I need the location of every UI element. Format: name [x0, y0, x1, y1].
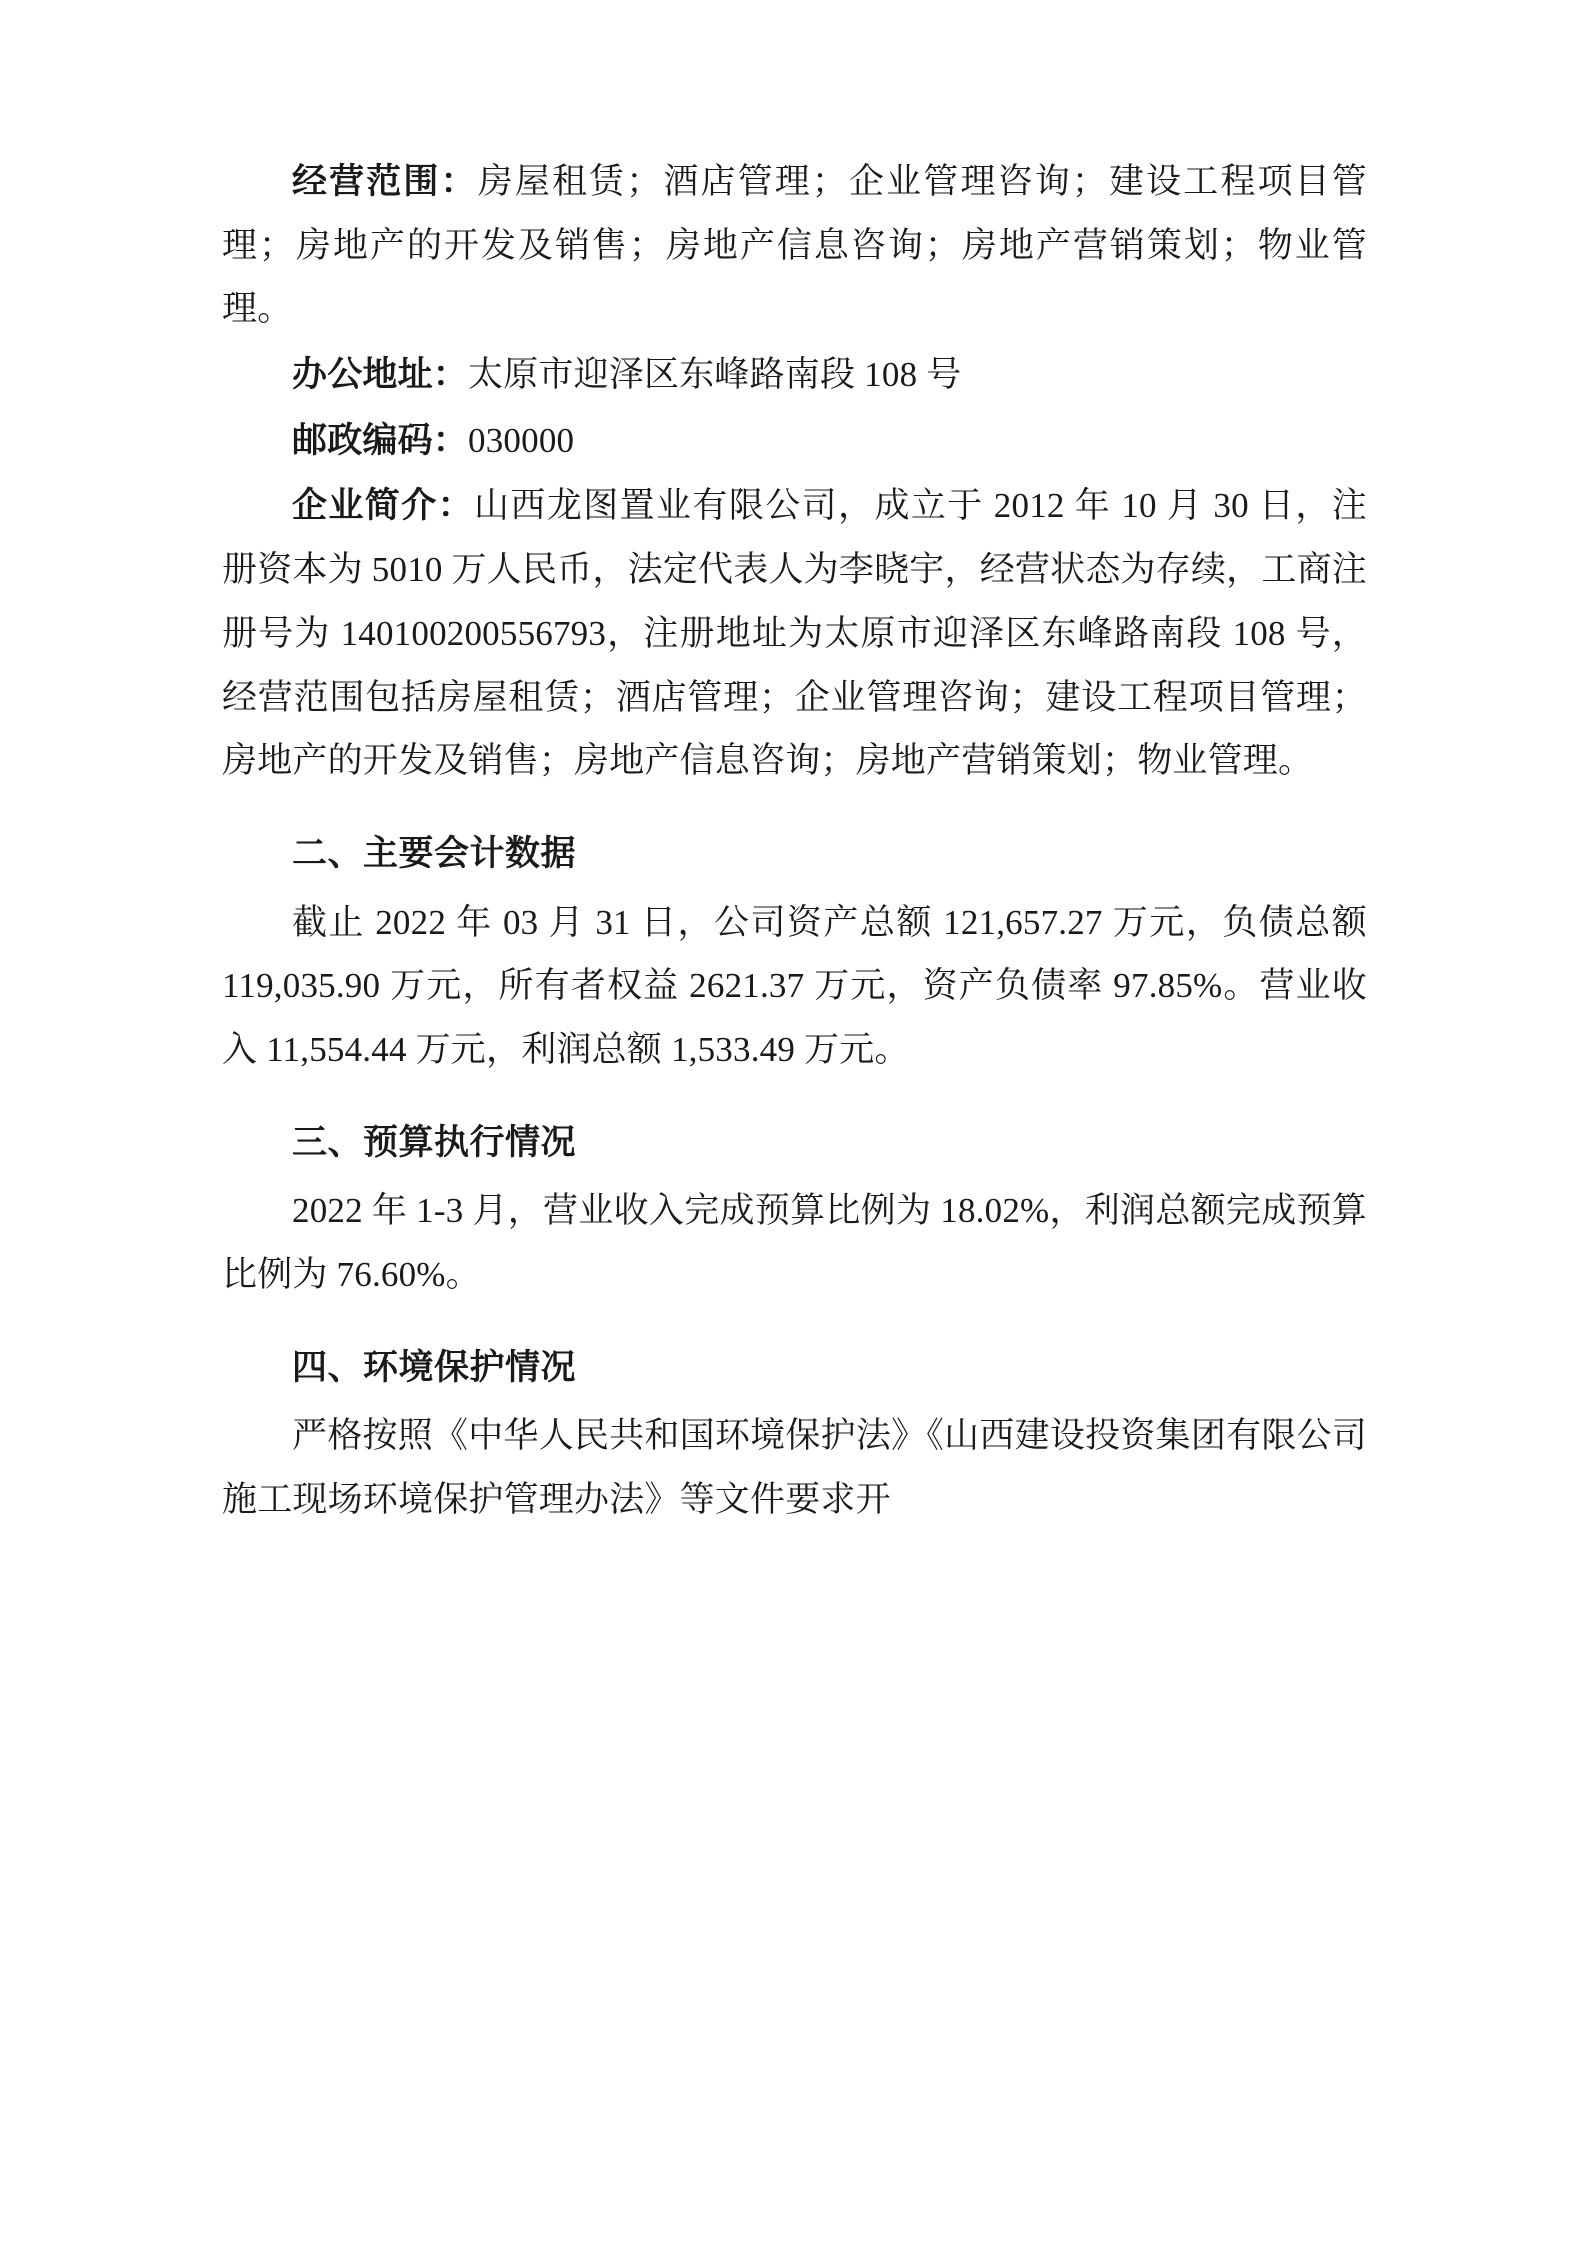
paragraph-accounting-data: 截止 2022 年 03 月 31 日，公司资产总额 121,657.27 万元，负债总额 119,035.90 万元，所有者权益 2621.37 万元，资产负债率 97.85%。营业收入 11,554.44 万元，利润总额 1,533.49 万元。 — [222, 902, 1367, 1069]
text-postal-code: 030000 — [468, 420, 575, 460]
paragraph-business-scope — [222, 150, 1367, 341]
label-business-scope: 经营范围： — [292, 162, 478, 201]
paragraph-postal-code — [222, 409, 1367, 473]
label-company-profile: 企业简介： — [292, 486, 475, 526]
spacer — [222, 795, 1367, 801]
heading-budget-execution: 三、预算执行情况 — [292, 1122, 577, 1163]
heading-environmental-protection: 四、环境保护情况 — [292, 1347, 577, 1388]
document-body — [222, 150, 1367, 1532]
text-office-address: 太原市迎泽区东峰路南段 108 号 — [468, 355, 962, 395]
paragraph-company-profile — [222, 474, 1367, 792]
heading-accounting-data: 二、主要会计数据 — [292, 833, 577, 874]
text-business-scope: 房屋租赁；酒店管理；企业管理咨询；建设工程项目管理；房地产的开发及销售；房地产信息咨询；房地产营销策划；物业管理。 — [222, 162, 1367, 329]
paragraph-environmental-protection: 严格按照《中华人民共和国环境保护法》《山西建设投资集团有限公司施工现场环境保护管理办法》等文件要求开 — [222, 1416, 1367, 1520]
spacer — [222, 1309, 1367, 1315]
spacer — [222, 1084, 1367, 1090]
label-office-address: 办公地址： — [292, 355, 469, 395]
text-company-profile: 山西龙图置业有限公司，成立于 2012 年 10 月 30 日，注册资本为 5010 万人民币，法定代表人为李晓宇，经营状态为存续，工商注册号为 140100200556793，注册地址为太原市迎泽区东峰路南段 108 号，经营范围包括房屋租赁；酒店管理；企业管理咨询；建设工程项目管理；房地产的开发及销售；房地产信息咨询；房地产营销策划；物业管理。 — [222, 486, 1367, 781]
label-postal-code: 邮政编码： — [292, 420, 469, 460]
paragraph-office-address — [222, 343, 1367, 407]
paragraph-budget-execution: 2022 年 1-3 月，营业收入完成预算比例为 18.02%，利润总额完成预算比例为 76.60%。 — [222, 1191, 1367, 1294]
